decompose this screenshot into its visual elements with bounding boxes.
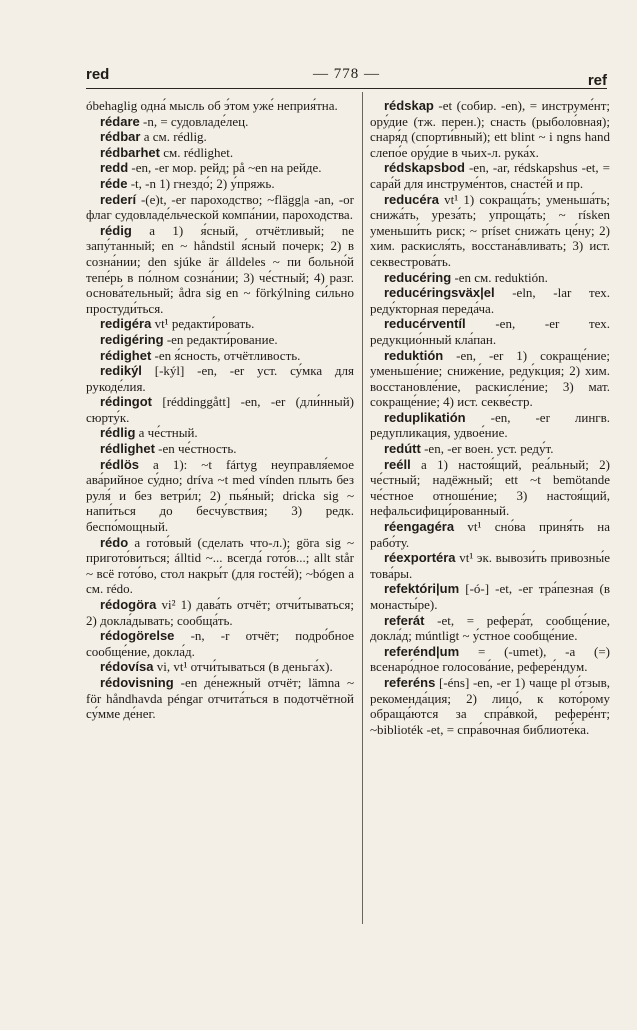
dictionary-entry bbox=[370, 270, 610, 286]
entry-headword: rédingot bbox=[100, 394, 152, 410]
entry-headword: referéns bbox=[384, 674, 436, 690]
dictionary-entry bbox=[370, 348, 610, 410]
dictionary-entry bbox=[86, 192, 354, 223]
entry-headword: redigéring bbox=[100, 331, 164, 347]
entry-definition: см. rédlighet. bbox=[163, 144, 234, 160]
entry-headword: referát bbox=[384, 612, 425, 628]
entry-definition: [-éns] -en, -er 1) чаще pl о́тзыв, рекоменда́ция; 2) лицо́, к кото́рому обраща́ются за спра́вкой, рефере́нт; ~biblioték -et, = спра́вочная библиоте́ка. bbox=[370, 674, 610, 737]
dictionary-entry bbox=[86, 160, 354, 176]
entry-definition: vi, vt¹ отчи́тываться (в деньга́х). bbox=[156, 659, 333, 675]
left-running-headword: red bbox=[86, 66, 110, 83]
entry-headword: rédare bbox=[100, 113, 140, 129]
column-divider bbox=[362, 92, 363, 924]
dictionary-entry bbox=[86, 441, 354, 457]
entry-headword: rédlighet bbox=[100, 441, 155, 457]
entry-definition: vt¹ 1) сокраща́ть; уменьша́ть; снижа́ть, уреза́ть; упроща́ть; ~ rísken уменьши́ть риск; ~ príset снижа́ть це́ну; 2) хим. раскисля́ть, восстана́вливать; 3) ист. секвестрова́ть. bbox=[370, 191, 610, 269]
dictionary-entry bbox=[86, 332, 354, 348]
entry-definition: -en, -ar, rédskapshus -et, = сара́й для инструме́нтов, снасте́й и пр. bbox=[370, 160, 610, 191]
dictionary-entry bbox=[86, 394, 354, 425]
dictionary-entry bbox=[86, 535, 354, 597]
dictionary-entry bbox=[86, 223, 354, 317]
entry-headword: refektóri|um bbox=[384, 581, 460, 597]
entry-definition: -en че́стность. bbox=[158, 441, 237, 457]
entry-headword: rédovísa bbox=[100, 659, 154, 675]
entry-definition: [-kýl] -en, -er уст. су́мка для рукоде́лия. bbox=[86, 363, 354, 394]
entry-definition: -en, -er воен. уст. реду́т. bbox=[424, 441, 554, 457]
entry-headword: rédighet bbox=[100, 347, 152, 363]
entry-definition: -t, -n 1) гнездо́; 2) у́пряжь. bbox=[130, 175, 275, 191]
page-number: — 778 — bbox=[313, 66, 380, 82]
header-rule bbox=[86, 88, 607, 89]
dictionary-entry bbox=[86, 628, 354, 659]
entry-definition: vt¹ редакти́ровать. bbox=[154, 316, 255, 332]
dictionary-entry bbox=[370, 613, 610, 644]
dictionary-entry bbox=[86, 425, 354, 441]
entry-headword: rédig bbox=[100, 222, 132, 238]
entry-definition: a че́стный. bbox=[138, 425, 198, 441]
dictionary-entry bbox=[86, 176, 354, 192]
dictionary-entry bbox=[370, 519, 610, 550]
entry-definition: a 1) настоя́щий, реа́льный; 2) че́стный; надёжный; ett ~t bemötande че́стное отноше́ние; 3) настоя́щий, нефальсифици́рованный. bbox=[370, 456, 610, 519]
dictionary-entry bbox=[370, 285, 610, 316]
dictionary-entry bbox=[86, 145, 354, 161]
entry-headword: reducéringsväx|el bbox=[384, 285, 495, 301]
dictionary-entry bbox=[370, 441, 610, 457]
entry-definition: óbehaglig одна́ мысль об э́том уже́ неприя́тна. bbox=[86, 98, 338, 113]
entry-headword: redd bbox=[100, 160, 129, 176]
entry-definition: -eln, -lar тех. реду́кторная переда́ча. bbox=[370, 285, 610, 316]
entry-definition: -n, -r отчёт; подро́бное сообще́ние, докла́д. bbox=[86, 628, 355, 659]
dictionary-entry bbox=[370, 160, 610, 191]
entry-definition: -en де́нежный отчёт; lämna ~ för håndhavda péngar отчита́ться в подотчётной су́мме де́нег. bbox=[86, 674, 355, 722]
dictionary-entry bbox=[86, 457, 354, 535]
dictionary-entry bbox=[86, 363, 354, 394]
dictionary-entry bbox=[370, 192, 610, 270]
entry-headword: reéll bbox=[384, 456, 411, 472]
entry-headword: réengagéra bbox=[384, 519, 455, 535]
entry-definition: -en редакти́рование. bbox=[166, 331, 278, 347]
dictionary-entry bbox=[86, 597, 354, 628]
dictionary-entry bbox=[370, 550, 610, 581]
right-running-headword: ref bbox=[587, 72, 607, 89]
entry-headword: rédlös bbox=[100, 456, 140, 472]
entry-definition: -en, -er мор. рейд; på ~en на рейде. bbox=[131, 160, 322, 176]
entry-headword: réexportéra bbox=[384, 550, 456, 566]
dictionary-entry bbox=[86, 98, 354, 114]
entry-headword: rédogöra bbox=[100, 597, 157, 612]
entry-definition: -en см. reduktión. bbox=[454, 269, 548, 285]
entry-headword: reducérventíl bbox=[384, 316, 466, 332]
entry-definition: = (-umet), -a (=) всенаро́дное голосова́ние, рефере́ндум. bbox=[370, 643, 610, 675]
entry-headword: réde bbox=[100, 175, 128, 191]
entry-definition: vt¹ сно́ва приня́ть на рабо́ту. bbox=[370, 519, 610, 550]
entry-definition: vi² 1) дава́ть отчёт; отчи́тываться; 2) докла́дывать; сообща́ть. bbox=[86, 597, 355, 628]
entry-definition: [réddinggått] -en, -er (дли́нный) сюрту́к. bbox=[86, 394, 355, 425]
dictionary-entry bbox=[370, 644, 610, 675]
dictionary-entry bbox=[86, 348, 354, 364]
dictionary-entry bbox=[370, 316, 610, 347]
entry-headword: rédskapsbod bbox=[384, 160, 465, 176]
dictionary-entry bbox=[370, 581, 610, 612]
entry-definition: a см. rédlig. bbox=[143, 129, 207, 145]
entry-definition: -et (собир. -en), = инструме́нт; ору́дие (тж. перен.); снасть (рыболо́вная); снаря́д (спорти́вный); ett blint ~ i ngns hand слепо́е ору́дие в чьих-л. рука́х. bbox=[370, 98, 610, 160]
dictionary-entry bbox=[370, 457, 610, 519]
entry-definition: a гото́вый (сделать что-л.); göra sig ~ пригото́виться; álltid ~... всегда́ гото́в...; allt står ~ всё гото́во, стол накры́т (для госте́й); ~bógen a см. rédo. bbox=[86, 534, 355, 597]
dictionary-entry bbox=[86, 675, 354, 722]
entry-headword: rederí bbox=[100, 191, 137, 207]
entry-headword: rédbar bbox=[100, 129, 141, 145]
entry-headword: referénd|um bbox=[384, 643, 460, 659]
entry-headword: redigéra bbox=[100, 316, 152, 332]
entry-headword: redikýl bbox=[100, 363, 142, 379]
dictionary-entry bbox=[86, 129, 354, 145]
entry-definition: a 1): ~t fártyg неуправля́емое ава́рийное су́дно; dríva ~t med vínden плыть без руля́ и без ветри́л; 2) пья́ный; dricka sig ~ напи́ться до бесчу́вствия; 3) редк. беспо́мощный. bbox=[86, 456, 355, 535]
left-column bbox=[86, 98, 354, 722]
entry-headword: reduktión bbox=[384, 347, 444, 363]
entry-headword: rédogörelse bbox=[100, 628, 175, 644]
dictionary-entry bbox=[86, 659, 354, 675]
entry-headword: rédlig bbox=[100, 425, 136, 441]
entry-headword: reducéring bbox=[384, 269, 452, 285]
entry-definition: -n, = судовладе́лец. bbox=[143, 113, 249, 129]
entry-definition: -en я́сность, отчётливость. bbox=[154, 347, 301, 363]
entry-definition: vt¹ эк. вывози́ть привозны́е това́ры. bbox=[370, 550, 610, 581]
entry-headword: redútt bbox=[384, 441, 421, 457]
entry-headword: reducéra bbox=[384, 191, 439, 207]
dictionary-entry bbox=[86, 114, 354, 130]
entry-headword: reduplikatión bbox=[384, 409, 466, 425]
page-header bbox=[86, 64, 607, 89]
entry-definition: -et, = рефера́т, сообще́ние, докла́д; múntligt ~ у́стное сообще́ние. bbox=[370, 612, 610, 644]
dictionary-entry bbox=[370, 675, 610, 737]
entry-headword: rédovisning bbox=[100, 674, 174, 690]
dictionary-entry bbox=[86, 316, 354, 332]
entry-definition: -en, -er лингв. редупликация, удвое́ние. bbox=[370, 409, 611, 441]
dictionary-entry bbox=[370, 410, 610, 441]
entry-definition: -en, -er 1) сокраще́ние; уменьше́ние; сниже́ние, реду́кция; 2) хим. восстановле́ние, раскисле́ние; 3) мат. сокраще́ние; 4) ист. секве́стр. bbox=[370, 347, 610, 410]
entry-headword: rédskap bbox=[384, 98, 434, 113]
dictionary-entry bbox=[370, 98, 610, 160]
right-column bbox=[370, 98, 610, 737]
entry-headword: rédbarhet bbox=[100, 144, 160, 160]
entry-definition: [-ó-] -et, -er тра́пезная (в монасты́ре). bbox=[370, 581, 611, 612]
entry-headword: rédo bbox=[100, 534, 129, 550]
entry-definition: -en, -er тех. редукцио́нный кла́пан. bbox=[370, 316, 611, 347]
entry-definition: a 1) я́сный, отчётливый; ne запу́танный; en ~ håndstil я́сный почерк; 2) в созна́нии; den sjúke är álldeles ~ пи больно́й тепе́рь в по́лном созна́нии; 3) че́стный; 4) разг. основа́тельный; ådra sig en ~ förkýlning си́льно простуди́ться. bbox=[86, 222, 355, 316]
entry-definition: -(e)t, -er пароходство; ~flägg|a -an, -or флаг судовладе́льческой компа́нии, пароходства. bbox=[86, 191, 355, 223]
